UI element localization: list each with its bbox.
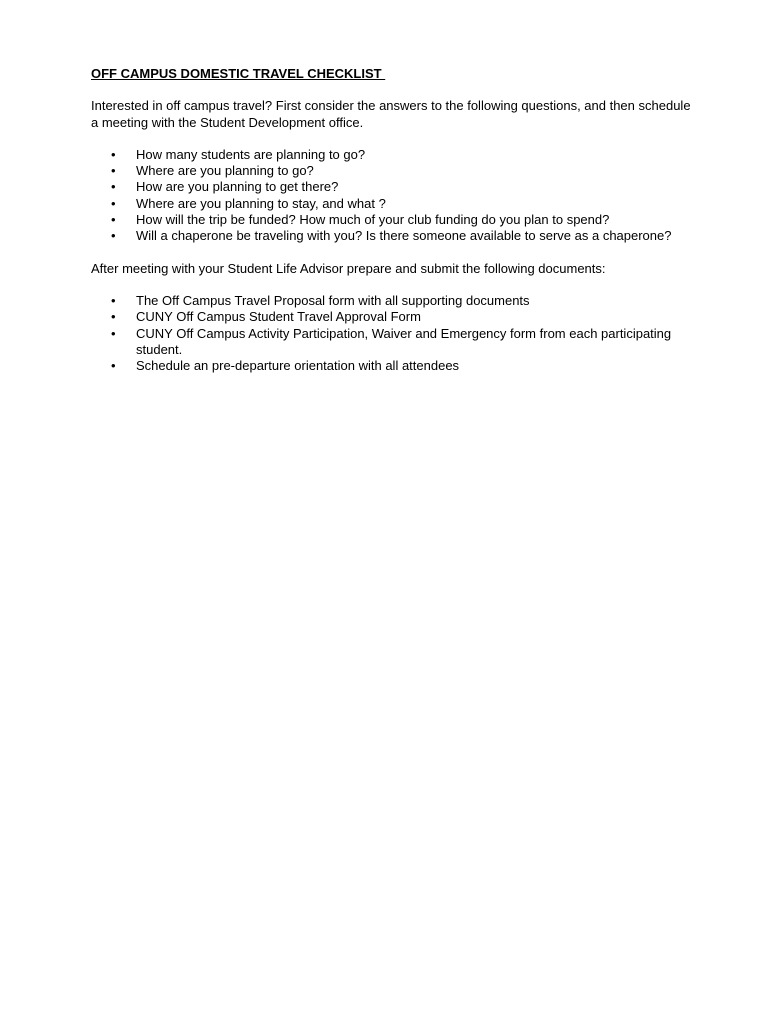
document-text: CUNY Off Campus Student Travel Approval Form xyxy=(136,309,421,325)
after-meeting-paragraph: After meeting with your Student Life Advisor prepare and submit the following documents: xyxy=(91,260,606,276)
list-item xyxy=(91,163,691,179)
list-item xyxy=(91,196,691,212)
document-text: The Off Campus Travel Proposal form with all supporting documents xyxy=(136,292,530,308)
list-item xyxy=(91,228,691,244)
question-text: How will the trip be funded? How much of your club funding do you plan to spend? xyxy=(136,212,610,228)
bullet-icon: • xyxy=(111,212,116,228)
bullet-icon: • xyxy=(111,195,116,211)
intro-paragraph: Interested in off campus travel? First consider the answers to the following questions, and then schedule a meeting with the Student Development office. xyxy=(91,98,691,130)
list-item xyxy=(91,147,691,163)
list-item xyxy=(91,293,691,309)
bullet-icon: • xyxy=(111,292,116,308)
list-item xyxy=(91,309,691,325)
document-body xyxy=(91,66,691,390)
questions-list xyxy=(91,147,691,245)
bullet-icon: • xyxy=(111,179,116,195)
list-item xyxy=(91,212,691,228)
list-item xyxy=(91,358,691,374)
list-item xyxy=(91,179,691,195)
question-text: How many students are planning to go? xyxy=(136,146,366,162)
bullet-icon: • xyxy=(111,228,116,244)
bullet-icon: • xyxy=(111,325,116,341)
documents-list xyxy=(91,293,691,374)
document-text: CUNY Off Campus Activity Participation, Waiver and Emergency form from each participating student. xyxy=(136,325,672,357)
question-text: Where are you planning to stay, and what ? xyxy=(136,195,386,211)
bullet-icon: • xyxy=(111,163,116,179)
document-title: OFF CAMPUS DOMESTIC TRAVEL CHECKLIST xyxy=(91,66,386,81)
question-text: Will a chaperone be traveling with you? Is there someone available to serve as a chaperone? xyxy=(136,228,672,244)
question-text: Where are you planning to go? xyxy=(136,163,314,179)
bullet-icon: • xyxy=(111,309,116,325)
bullet-icon: • xyxy=(111,146,116,162)
bullet-icon: • xyxy=(111,358,116,374)
document-text: Schedule an pre-departure orientation with all attendees xyxy=(136,358,460,374)
list-item xyxy=(91,326,691,359)
question-text: How are you planning to get there? xyxy=(136,179,339,195)
